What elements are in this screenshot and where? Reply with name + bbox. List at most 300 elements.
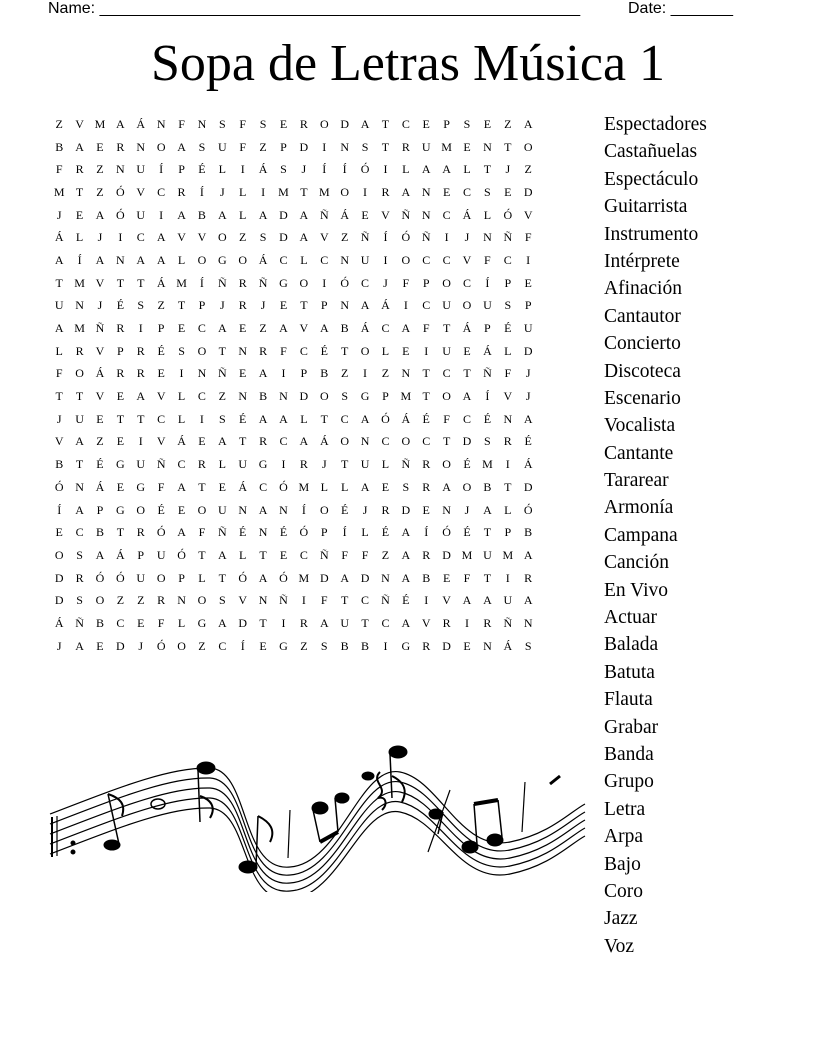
grid-letter: A [54,321,64,336]
grid-letter: O [523,139,533,154]
grid-letter: R [503,434,512,449]
grid-letter: U [54,298,64,313]
grid-row [49,612,589,635]
grid-letter: E [463,638,471,653]
grid-letter: R [177,184,186,199]
word-list-item: Bajo [604,853,641,875]
grid-letter: O [462,479,472,494]
grid-letter: M [482,457,493,472]
grid-letter: G [401,638,411,653]
grid-letter: Z [96,184,104,199]
grid-letter: U [421,139,431,154]
grid-letter: A [299,434,309,449]
grid-letter: E [442,570,451,585]
grid-letter: Í [485,389,490,404]
grid-letter: C [442,207,451,222]
grid-letter: T [218,570,226,585]
grid-letter: C [299,547,308,562]
grid-letter: U [75,411,84,426]
grid-letter: É [279,525,288,540]
note-head [462,841,478,853]
grid-letter: S [402,479,410,494]
grid-letter: S [218,593,226,608]
grid-letter: E [239,366,247,381]
grid-letter: C [259,479,268,494]
grid-letter: A [319,615,329,630]
grid-letter: C [218,638,227,653]
grid-letter: V [299,321,309,336]
grid-letter: I [199,411,204,426]
word-list-item: Coro [604,880,643,902]
grid-letter: D [279,207,288,222]
grid-letter: A [360,411,370,426]
grid-letter: Í [199,184,204,199]
grid-letter: É [340,502,349,517]
grid-letter: D [360,570,370,585]
grid-letter: L [463,162,471,177]
grid-letter: C [157,184,166,199]
grid-letter: Á [319,434,329,449]
grid-letter: C [422,434,431,449]
grid-letter: Ñ [258,275,268,290]
word-list-item: Castañuelas [604,141,698,163]
grid-letter: A [156,252,166,267]
grid-letter: A [177,139,186,154]
grid-letter: Á [136,116,146,131]
grid-letter: P [443,116,450,131]
grid-letter: S [178,343,185,358]
grid-letter: P [484,321,491,336]
grid-letter: Ñ [360,230,370,245]
grid-letter: R [259,434,268,449]
word-list-item: Guitarrista [604,196,688,218]
grid-letter: T [340,457,349,472]
repeat-dot [71,850,75,854]
grid-letter: I [383,162,388,177]
grid-letter: M [441,139,452,154]
grid-letter: Á [54,230,64,245]
grid-letter: R [483,615,492,630]
grid-letter: A [523,116,533,131]
music-notes-illustration [40,732,590,892]
grid-letter: Ó [279,570,288,585]
grid-letter: Z [259,321,267,336]
note-head [197,762,215,774]
grid-letter: Ó [156,525,166,540]
grid-letter: C [197,321,206,336]
grid-letter: R [422,547,431,562]
grid-letter: Á [54,615,64,630]
grid-letter: Í [342,525,347,540]
grid-letter: F [280,343,287,358]
grid-letter: O [319,116,329,131]
grid-letter: Á [503,638,513,653]
grid-letter: A [116,116,125,131]
grid-letter: V [462,252,472,267]
grid-letter: T [116,525,125,540]
grid-letter: C [422,252,431,267]
grid-letter: L [300,411,308,426]
grid-letter: T [300,298,308,313]
grid-row [49,340,589,363]
grid-letter: A [483,593,492,608]
grid-letter: O [156,570,166,585]
grid-letter: B [320,366,329,381]
grid-letter: T [483,570,492,585]
grid-row [49,544,589,567]
grid-letter: N [238,389,248,404]
grid-letter: R [238,275,247,290]
grid-letter: I [505,457,510,472]
grid-letter: T [137,275,145,290]
grid-letter: I [444,230,449,245]
grid-letter: S [259,230,267,245]
grid-letter: O [217,230,227,245]
grid-letter: Ñ [401,457,411,472]
grid-letter: O [136,502,146,517]
grid-letter: T [483,525,492,540]
grid-letter: Á [401,411,411,426]
grid-letter: R [116,139,125,154]
grid-letter: J [56,207,62,222]
grid-letter: S [320,638,328,653]
grid-letter: V [136,184,146,199]
grid-letter: B [259,389,268,404]
grid-letter: I [322,139,327,154]
grid-letter: N [75,298,84,313]
grid-letter: É [320,343,328,358]
grid-letter: T [55,389,63,404]
grid-row [49,589,589,612]
grid-letter: S [218,411,226,426]
grid-letter: V [156,389,166,404]
grid-letter: P [117,343,124,358]
word-list [604,114,804,963]
grid-letter: U [483,298,492,313]
grid-letter: A [177,207,186,222]
grid-letter: T [218,343,226,358]
grid-letter: T [239,434,247,449]
grid-letter: J [260,298,266,313]
word-list-item: Canción [604,552,669,574]
grid-letter: N [279,502,288,517]
grid-letter: Ó [401,230,411,245]
grid-letter: G [136,479,146,494]
grid-row [49,567,589,590]
word-list-item: Discoteca [604,360,681,382]
grid-letter: N [75,479,84,494]
grid-letter: O [319,389,329,404]
grid-letter: J [362,502,368,517]
grid-letter: I [363,184,368,199]
grid-letter: I [261,184,266,199]
grid-letter: R [75,343,84,358]
grid-letter: É [463,457,471,472]
grid-letter: A [299,230,309,245]
grid-letter: J [505,162,511,177]
grid-letter: J [56,411,62,426]
grid-letter: T [340,343,349,358]
grid-letter: C [177,457,186,472]
grid-letter: R [157,593,166,608]
grid-letter: Z [524,162,532,177]
grid-letter: Ó [116,207,125,222]
grid-letter: T [361,615,369,630]
grid-letter: Ó [177,547,186,562]
grid-letter: T [483,162,492,177]
grid-letter: É [381,525,390,540]
grid-letter: V [177,230,186,245]
grid-letter: Z [381,547,390,562]
word-list-item: Jazz [604,908,638,930]
grid-letter: É [239,411,247,426]
repeat-dot [71,841,75,845]
grid-letter: Á [483,343,492,358]
grid-letter: T [75,389,84,404]
grid-letter: T [381,139,390,154]
grid-letter: L [402,162,410,177]
grid-letter: O [442,457,451,472]
grid-letter: A [177,525,186,540]
grid-letter: C [463,184,472,199]
grid-letter: D [523,343,533,358]
grid-letter: A [136,252,146,267]
grid-letter: R [524,570,533,585]
grid-letter: A [523,411,533,426]
grid-letter: S [341,389,348,404]
grid-letter: I [138,434,143,449]
grid-letter: C [381,434,390,449]
grid-letter: N [483,230,492,245]
grid-letter: E [483,116,492,131]
grid-letter: É [402,593,410,608]
grid-row [49,272,589,295]
grid-letter: F [422,321,430,336]
grid-letter: A [279,411,288,426]
grid-letter: F [341,547,348,562]
grid-letter: T [198,547,206,562]
grid-letter: Ó [95,570,105,585]
grid-letter: E [524,275,532,290]
grid-letter: Ñ [421,230,431,245]
grid-letter: V [381,207,390,222]
grid-letter: Ó [156,638,166,653]
grid-row [49,295,589,318]
grid-letter: R [197,457,206,472]
grid-letter: F [504,366,512,381]
grid-letter: O [95,593,105,608]
grid-letter: N [442,502,451,517]
grid-letter: I [138,321,143,336]
grid-letter: C [381,321,390,336]
grid-row [49,476,589,499]
grid-letter: E [463,139,471,154]
grid-letter: A [442,479,451,494]
grid-letter: L [177,615,186,630]
word-list-item: Campana [604,524,678,546]
grid-letter: I [424,343,429,358]
staff-line-1 [50,768,585,867]
word-list-item: Actuar [604,607,658,629]
word-list-item: Espectadores [604,114,707,135]
grid-letter: A [483,502,492,517]
grid-letter: V [421,615,431,630]
grid-letter: R [299,615,308,630]
grid-letter: O [442,389,451,404]
grid-letter: P [137,547,145,562]
grid-letter: É [422,411,430,426]
grid-letter: J [525,389,531,404]
grid-letter: E [75,207,84,222]
note-head [389,746,407,758]
grid-letter: E [361,207,369,222]
grid-letter: Ñ [217,366,227,381]
grid-letter: Ñ [279,593,288,608]
grid-letter: O [197,593,207,608]
grid-letter: Á [360,321,370,336]
grid-letter: P [96,502,104,517]
grid-letter: U [442,298,451,313]
word-list-item: Flauta [604,689,653,711]
grid-letter: D [340,116,349,131]
grid-letter: B [197,207,206,222]
grid-row [49,408,589,431]
grid-letter: T [55,275,63,290]
grid-letter: U [217,502,227,517]
grid-letter: D [279,230,288,245]
grid-letter: L [177,411,186,426]
grid-letter: Ñ [381,593,390,608]
grid-letter: J [138,638,144,653]
grid-letter: O [442,275,451,290]
grid-letter: A [95,252,105,267]
grid-letter: R [116,366,125,381]
grid-letter: P [300,366,308,381]
grid-letter: R [442,615,451,630]
grid-letter: A [360,479,370,494]
grid-letter: F [157,615,165,630]
grid-letter: É [524,434,532,449]
grid-letter: V [197,230,207,245]
grid-letter: P [157,321,165,336]
grid-letter: L [177,389,186,404]
grid-letter: A [217,207,227,222]
grid-letter: Z [218,389,226,404]
header [48,0,748,20]
grid-row [49,226,589,249]
grid-letter: A [299,207,309,222]
grid-letter: G [217,252,227,267]
grid-letter: N [381,570,390,585]
grid-letter: U [136,207,146,222]
grid-letter: Ñ [217,275,227,290]
grid-letter: G [116,502,125,517]
grid-letter: N [279,389,288,404]
grid-letter: D [54,593,64,608]
grid-letter: C [463,411,472,426]
grid-letter: I [465,615,469,630]
grid-letter: S [259,116,267,131]
grid-letter: A [75,502,84,517]
word-list-item: Espectáculo [604,168,699,190]
grid-letter: R [422,457,431,472]
grid-letter: R [136,343,145,358]
grid-letter: O [319,502,329,517]
grid-letter: R [299,457,308,472]
grid-letter: Ó [116,570,125,585]
grid-letter: I [424,593,429,608]
grid-letter: Z [96,162,104,177]
grid-letter: U [360,457,370,472]
grid-letter: A [217,547,227,562]
grid-letter: D [319,570,329,585]
grid-letter: Ñ [75,615,84,630]
grid-letter: O [197,502,207,517]
grid-letter: Ó [54,479,64,494]
grid-letter: M [176,275,187,290]
grid-letter: R [75,570,84,585]
grid-letter: S [76,547,83,562]
grid-letter: A [258,570,268,585]
grid-row [49,113,589,136]
word-list-item: Instrumento [604,223,699,245]
grid-letter: E [239,321,247,336]
grid-letter: N [238,343,248,358]
grid-letter: U [360,252,370,267]
grid-letter: Z [198,638,206,653]
grid-letter: C [299,343,308,358]
bar-line [522,782,525,832]
grid-letter: A [401,184,411,199]
grid-letter: J [97,230,103,245]
grid-letter: T [381,116,390,131]
grid-letter: Ó [340,275,349,290]
grid-letter: L [198,570,206,585]
grid-letter: T [116,411,125,426]
grid-row [49,499,589,522]
grid-letter: L [218,162,226,177]
name-field-label: Name: ______________________________________________________ [48,0,581,17]
grid-letter: Ó [238,570,248,585]
grid-letter: U [238,457,248,472]
grid-letter: E [218,479,226,494]
grid-letter: I [179,366,184,381]
grid-letter: A [360,116,370,131]
grid-letter: S [524,638,532,653]
grid-letter: U [503,593,513,608]
grid-letter: B [340,321,349,336]
grid-letter: P [280,139,287,154]
grid-letter: Á [523,457,533,472]
grid-letter: A [523,547,533,562]
grid-letter: N [238,502,248,517]
grid-letter: F [239,116,247,131]
grid-letter: C [442,366,451,381]
word-list-item: Grupo [604,771,654,793]
grid-letter: L [55,343,63,358]
grid-letter: C [279,434,288,449]
grid-letter: R [381,502,390,517]
grid-letter: C [381,615,390,630]
grid-letter: Ñ [401,207,411,222]
grid-letter: C [361,593,370,608]
grid-letter: C [401,116,410,131]
grid-letter: M [74,321,85,336]
grid-letter: I [526,252,531,267]
grid-letter: N [258,525,268,540]
grid-letter: Í [485,275,490,290]
grid-letter: Á [258,252,268,267]
